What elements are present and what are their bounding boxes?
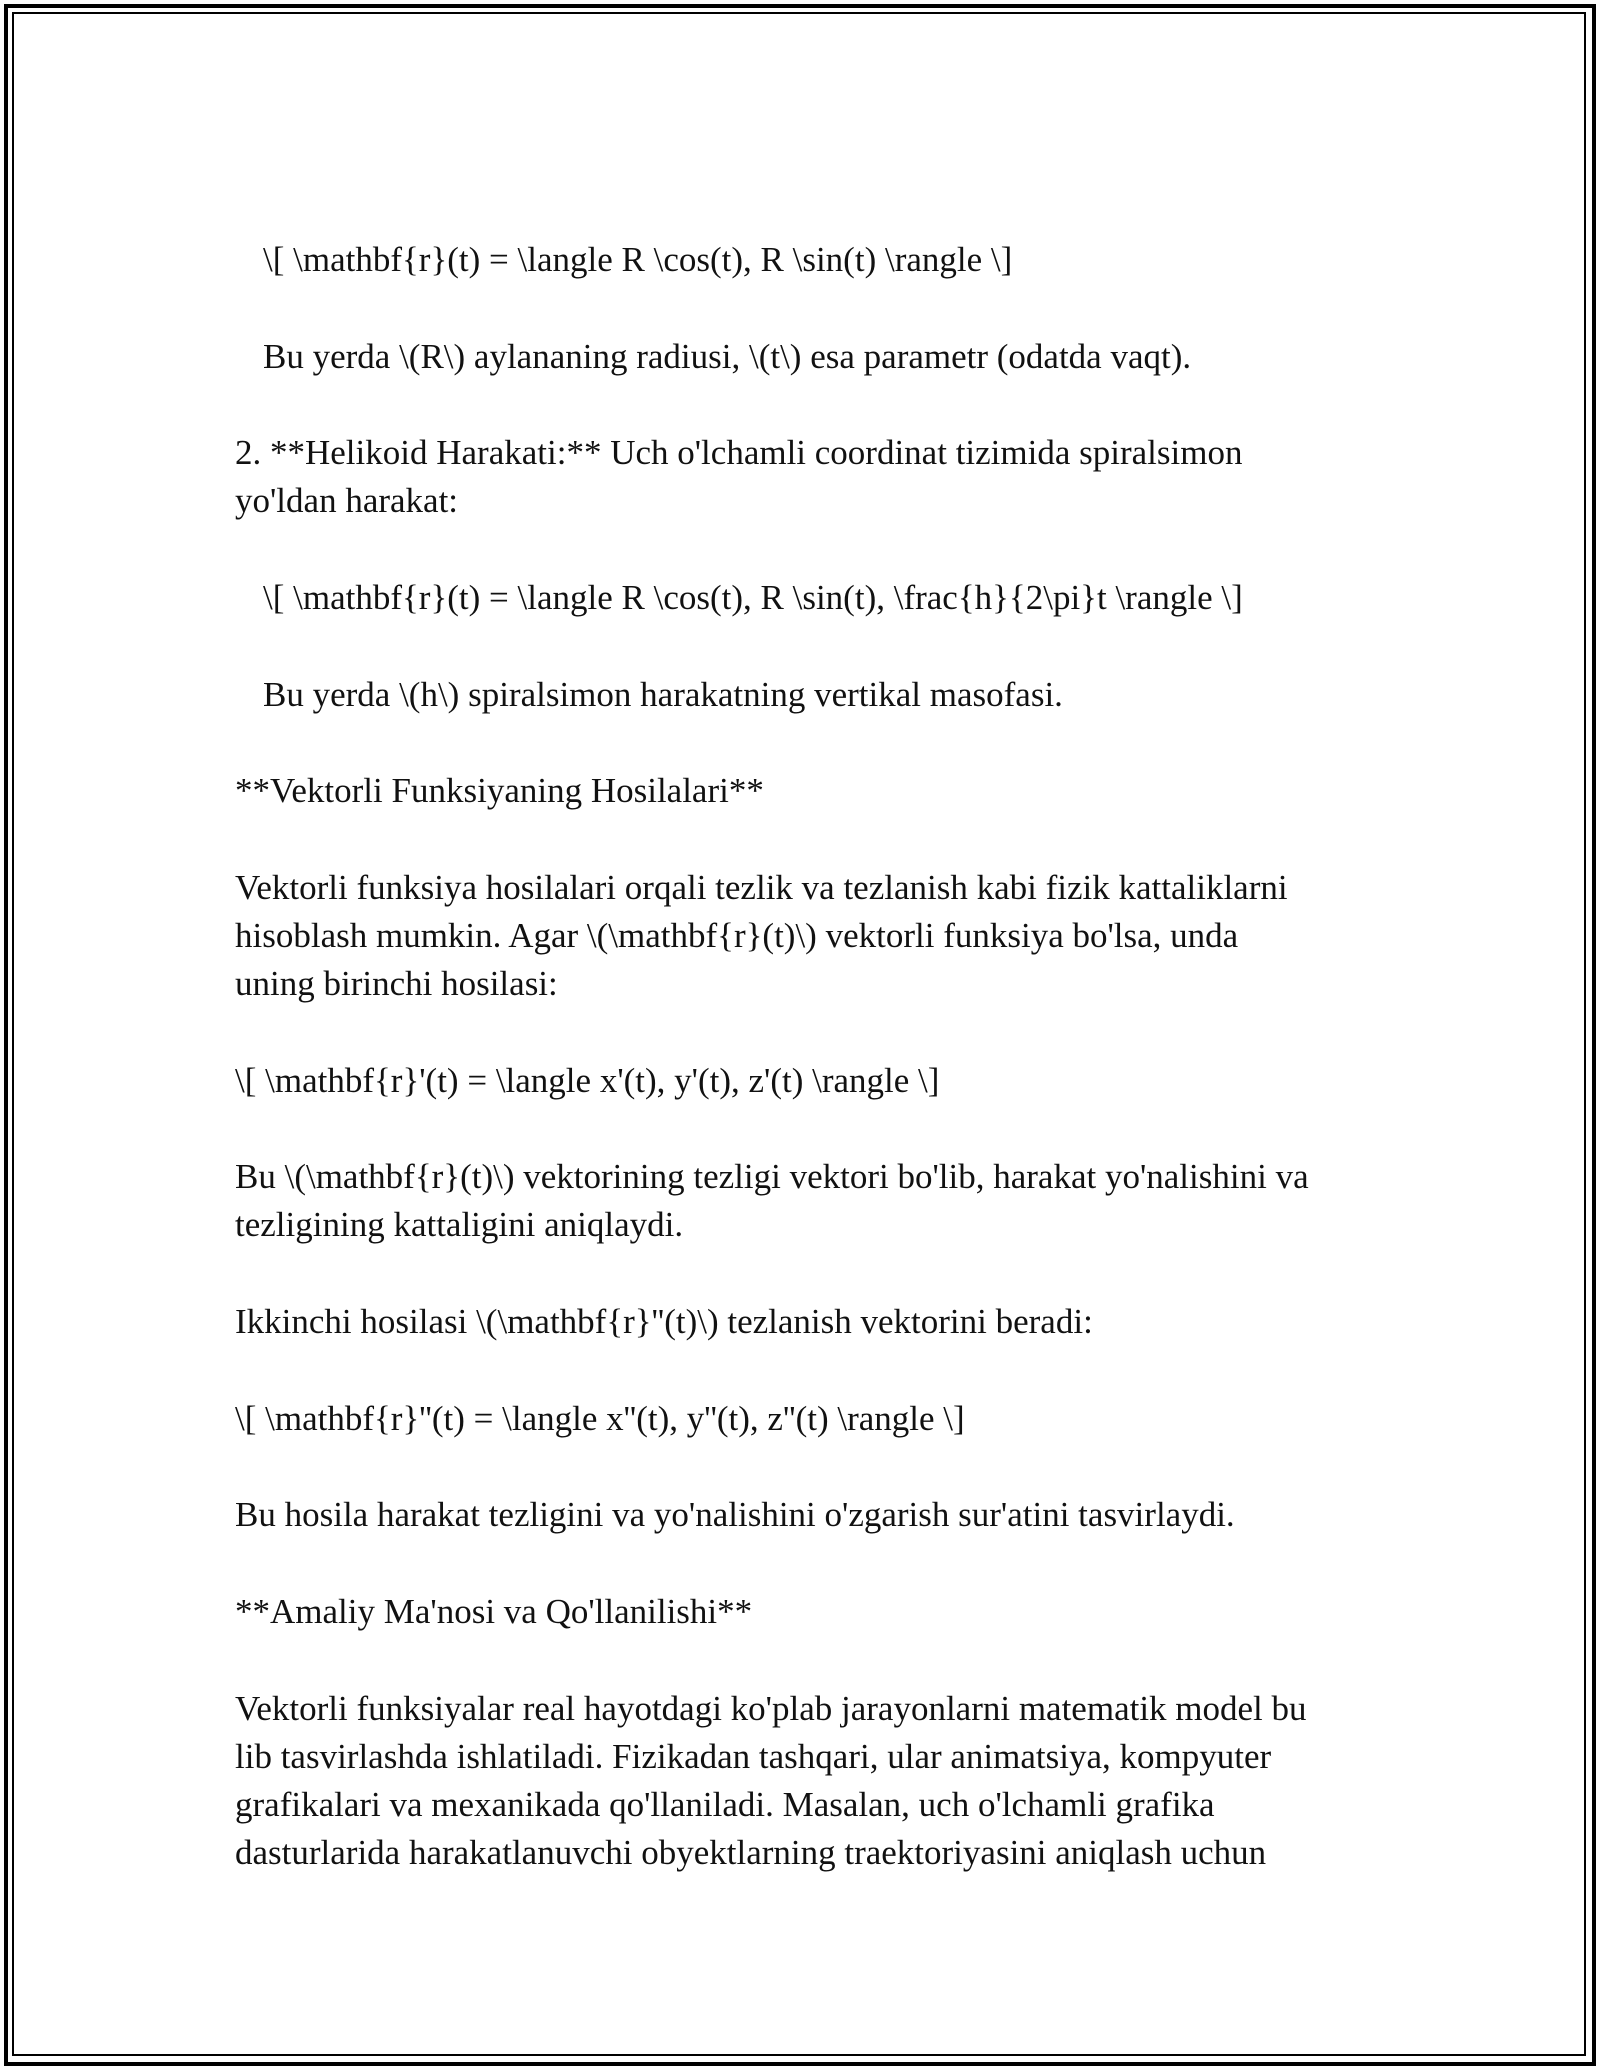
paragraph-applications-line-4: dasturlarida harakatlanuvchi obyektlarning traektoriyasini aniqlash uchun <box>235 1833 1267 1872</box>
paragraph-derivatives-line-2: hisoblash mumkin. Agar \(\mathbf{r}(t)\) vektorli funksiya bo'lsa, unda <box>235 916 1239 955</box>
paragraph-derivatives-line-3: uning birinchi hosilasi: <box>235 964 558 1003</box>
list-item-helicoid-line-2: yo'ldan harakat: <box>235 481 459 520</box>
equation-first-derivative: \[ \mathbf{r}'(t) = \langle x'(t), y'(t), z'(t) \rangle \] <box>235 1061 940 1100</box>
paragraph-circle-radius: Bu yerda \(R\) aylananing radiusi, \(t\) esa parametr (odatda vaqt). <box>263 337 1192 376</box>
paragraph-velocity-line-1: Bu \(\mathbf{r}(t)\) vektorining tezligi vektori bo'lib, harakat yo'nalishini va <box>235 1157 1309 1196</box>
equation-circular-motion: \[ \mathbf{r}(t) = \langle R \cos(t), R \sin(t) \rangle \] <box>263 240 1013 279</box>
paragraph-velocity-line-2: tezligining kattaligini aniqlaydi. <box>235 1205 684 1244</box>
heading-derivatives: **Vektorli Funksiyaning Hosilalari** <box>235 771 764 810</box>
paragraph-helicoid-height: Bu yerda \(h\) spiralsimon harakatning vertikal masofasi. <box>263 675 1063 714</box>
equation-second-derivative: \[ \mathbf{r}''(t) = \langle x''(t), y''(t), z''(t) \rangle \] <box>235 1399 965 1438</box>
paragraph-derivatives-line-1: Vektorli funksiya hosilalari orqali tezlik va tezlanish kabi fizik kattaliklarni <box>235 868 1288 907</box>
paragraph-applications-line-3: grafikalari va mexanikada qo'llaniladi. Masalan, uch o'lchamli grafika <box>235 1785 1215 1824</box>
paragraph-applications-line-2: lib tasvirlashda ishlatiladi. Fizikadan tashqari, ular animatsiya, kompyuter <box>235 1737 1272 1776</box>
heading-applications: **Amaliy Ma'nosi va Qo'llanilishi** <box>235 1592 753 1631</box>
paragraph-second-derivative: Ikkinchi hosilasi \(\mathbf{r}''(t)\) tezlanish vektorini beradi: <box>235 1302 1093 1341</box>
paragraph-applications-line-1: Vektorli funksiyalar real hayotdagi ko'plab jarayonlarni matematik model bu <box>235 1689 1307 1728</box>
equation-helicoid: \[ \mathbf{r}(t) = \langle R \cos(t), R \sin(t), \frac{h}{2\pi}t \rangle \] <box>263 578 1243 617</box>
paragraph-acceleration: Bu hosila harakat tezligini va yo'nalishini o'zgarish sur'atini tasvirlaydi. <box>235 1495 1235 1534</box>
list-item-helicoid-line-1: 2. **Helikoid Harakati:** Uch o'lchamli coordinat tizimida spiralsimon <box>235 433 1243 472</box>
